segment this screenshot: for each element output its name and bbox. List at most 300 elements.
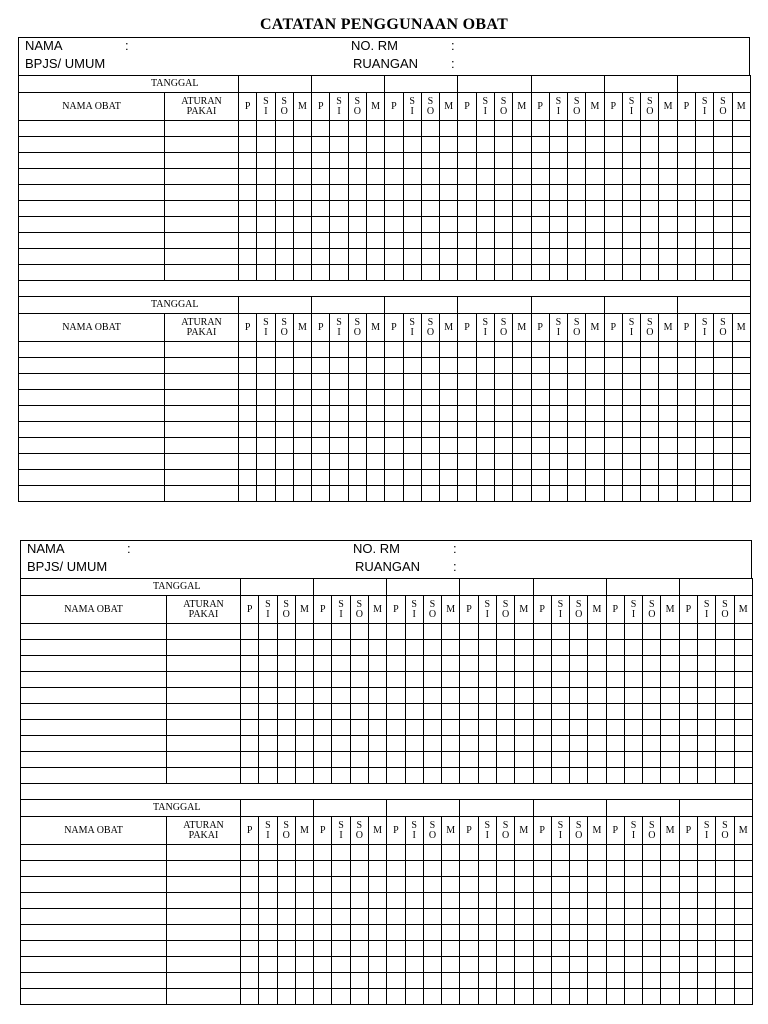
slot-check-cell[interactable] [440,486,458,502]
nama-obat-cell[interactable] [19,265,165,281]
slot-check-cell[interactable] [696,153,714,169]
slot-check-cell[interactable] [588,640,606,656]
slot-check-cell[interactable] [423,752,441,768]
slot-check-cell[interactable] [568,358,586,374]
slot-check-cell[interactable] [423,656,441,672]
slot-check-cell[interactable] [606,768,624,784]
slot-check-cell[interactable] [295,989,313,1005]
slot-check-cell[interactable] [661,909,679,925]
slot-check-cell[interactable] [387,909,405,925]
slot-check-cell[interactable] [275,342,293,358]
slot-check-cell[interactable] [604,390,622,406]
slot-check-cell[interactable] [513,374,531,390]
slot-check-cell[interactable] [696,169,714,185]
slot-check-cell[interactable] [698,893,716,909]
slot-check-cell[interactable] [275,137,293,153]
slot-check-cell[interactable] [350,672,368,688]
slot-check-cell[interactable] [661,877,679,893]
slot-check-cell[interactable] [551,704,569,720]
nama-obat-cell[interactable] [21,768,167,784]
slot-check-cell[interactable] [641,358,659,374]
nama-obat-cell[interactable] [21,845,167,861]
slot-check-cell[interactable] [570,768,588,784]
slot-check-cell[interactable] [423,704,441,720]
slot-check-cell[interactable] [403,438,421,454]
slot-check-cell[interactable] [332,957,350,973]
nama-obat-cell[interactable] [21,909,167,925]
aturan-pakai-cell[interactable] [165,470,239,486]
slot-check-cell[interactable] [604,486,622,502]
nama-obat-cell[interactable] [19,201,165,217]
slot-check-cell[interactable] [405,752,423,768]
slot-check-cell[interactable] [714,121,732,137]
slot-check-cell[interactable] [696,137,714,153]
slot-check-cell[interactable] [677,185,695,201]
slot-check-cell[interactable] [622,470,640,486]
tanggal-date-cell[interactable] [241,579,314,596]
slot-check-cell[interactable] [257,486,275,502]
slot-check-cell[interactable] [259,720,277,736]
aturan-pakai-cell[interactable] [167,989,241,1005]
slot-check-cell[interactable] [458,185,476,201]
slot-check-cell[interactable] [293,486,311,502]
slot-check-cell[interactable] [330,265,348,281]
slot-check-cell[interactable] [295,941,313,957]
slot-check-cell[interactable] [350,704,368,720]
slot-check-cell[interactable] [551,941,569,957]
slot-check-cell[interactable] [643,861,661,877]
slot-check-cell[interactable] [368,624,386,640]
slot-check-cell[interactable] [732,265,750,281]
nama-obat-cell[interactable] [19,249,165,265]
tanggal-date-cell[interactable] [241,800,314,817]
slot-check-cell[interactable] [421,217,439,233]
slot-check-cell[interactable] [478,688,496,704]
slot-check-cell[interactable] [458,249,476,265]
slot-check-cell[interactable] [385,265,403,281]
nama-obat-cell[interactable] [19,390,165,406]
slot-check-cell[interactable] [641,137,659,153]
slot-check-cell[interactable] [570,973,588,989]
slot-check-cell[interactable] [368,752,386,768]
slot-check-cell[interactable] [421,470,439,486]
slot-check-cell[interactable] [277,925,295,941]
slot-check-cell[interactable] [515,624,533,640]
slot-check-cell[interactable] [314,941,332,957]
slot-check-cell[interactable] [606,893,624,909]
slot-check-cell[interactable] [549,374,567,390]
slot-check-cell[interactable] [241,925,259,941]
slot-check-cell[interactable] [348,265,366,281]
tanggal-date-cell[interactable] [458,76,531,93]
slot-check-cell[interactable] [387,957,405,973]
slot-check-cell[interactable] [549,185,567,201]
slot-check-cell[interactable] [698,736,716,752]
slot-check-cell[interactable] [624,925,642,941]
slot-check-cell[interactable] [275,201,293,217]
slot-check-cell[interactable] [533,672,551,688]
slot-check-cell[interactable] [312,438,330,454]
slot-check-cell[interactable] [698,624,716,640]
slot-check-cell[interactable] [241,973,259,989]
slot-check-cell[interactable] [496,672,514,688]
slot-check-cell[interactable] [330,438,348,454]
slot-check-cell[interactable] [714,217,732,233]
slot-check-cell[interactable] [732,486,750,502]
slot-check-cell[interactable] [696,406,714,422]
slot-check-cell[interactable] [659,169,677,185]
slot-check-cell[interactable] [533,989,551,1005]
slot-check-cell[interactable] [295,672,313,688]
slot-check-cell[interactable] [385,201,403,217]
slot-check-cell[interactable] [405,877,423,893]
slot-check-cell[interactable] [314,877,332,893]
aturan-pakai-cell[interactable] [165,454,239,470]
slot-check-cell[interactable] [458,169,476,185]
slot-check-cell[interactable] [588,893,606,909]
slot-check-cell[interactable] [330,422,348,438]
slot-check-cell[interactable] [440,265,458,281]
slot-check-cell[interactable] [494,233,512,249]
slot-check-cell[interactable] [385,217,403,233]
slot-check-cell[interactable] [241,861,259,877]
aturan-pakai-cell[interactable] [165,265,239,281]
slot-check-cell[interactable] [513,201,531,217]
slot-check-cell[interactable] [515,861,533,877]
slot-check-cell[interactable] [698,688,716,704]
slot-check-cell[interactable] [314,925,332,941]
slot-check-cell[interactable] [661,893,679,909]
slot-check-cell[interactable] [622,249,640,265]
slot-check-cell[interactable] [277,768,295,784]
aturan-pakai-cell[interactable] [167,877,241,893]
slot-check-cell[interactable] [366,153,384,169]
slot-check-cell[interactable] [641,454,659,470]
slot-check-cell[interactable] [476,137,494,153]
slot-check-cell[interactable] [624,973,642,989]
slot-check-cell[interactable] [458,217,476,233]
slot-check-cell[interactable] [494,422,512,438]
slot-check-cell[interactable] [259,893,277,909]
slot-check-cell[interactable] [549,169,567,185]
slot-check-cell[interactable] [643,989,661,1005]
slot-check-cell[interactable] [696,390,714,406]
slot-check-cell[interactable] [513,438,531,454]
slot-check-cell[interactable] [330,201,348,217]
slot-check-cell[interactable] [332,736,350,752]
slot-check-cell[interactable] [312,470,330,486]
slot-check-cell[interactable] [440,342,458,358]
slot-check-cell[interactable] [531,201,549,217]
slot-check-cell[interactable] [679,941,697,957]
slot-check-cell[interactable] [494,454,512,470]
aturan-pakai-cell[interactable] [167,736,241,752]
slot-check-cell[interactable] [698,720,716,736]
slot-check-cell[interactable] [239,358,257,374]
aturan-pakai-cell[interactable] [165,153,239,169]
slot-check-cell[interactable] [531,390,549,406]
slot-check-cell[interactable] [494,249,512,265]
slot-check-cell[interactable] [385,169,403,185]
slot-check-cell[interactable] [714,233,732,249]
slot-check-cell[interactable] [460,941,478,957]
slot-check-cell[interactable] [549,454,567,470]
slot-check-cell[interactable] [515,925,533,941]
slot-check-cell[interactable] [696,121,714,137]
slot-check-cell[interactable] [531,153,549,169]
slot-check-cell[interactable] [604,358,622,374]
slot-check-cell[interactable] [698,768,716,784]
slot-check-cell[interactable] [423,640,441,656]
slot-check-cell[interactable] [549,358,567,374]
slot-check-cell[interactable] [293,470,311,486]
slot-check-cell[interactable] [421,454,439,470]
slot-check-cell[interactable] [458,153,476,169]
slot-check-cell[interactable] [643,941,661,957]
slot-check-cell[interactable] [385,358,403,374]
slot-check-cell[interactable] [732,249,750,265]
slot-check-cell[interactable] [275,358,293,374]
slot-check-cell[interactable] [661,973,679,989]
slot-check-cell[interactable] [387,752,405,768]
slot-check-cell[interactable] [350,973,368,989]
slot-check-cell[interactable] [659,185,677,201]
slot-check-cell[interactable] [385,390,403,406]
slot-check-cell[interactable] [440,374,458,390]
tanggal-date-cell[interactable] [679,800,752,817]
slot-check-cell[interactable] [624,877,642,893]
slot-check-cell[interactable] [624,640,642,656]
slot-check-cell[interactable] [259,736,277,752]
slot-check-cell[interactable] [604,169,622,185]
slot-check-cell[interactable] [239,201,257,217]
slot-check-cell[interactable] [295,861,313,877]
slot-check-cell[interactable] [421,265,439,281]
slot-check-cell[interactable] [696,342,714,358]
slot-check-cell[interactable] [570,672,588,688]
slot-check-cell[interactable] [732,185,750,201]
slot-check-cell[interactable] [403,265,421,281]
slot-check-cell[interactable] [366,169,384,185]
slot-check-cell[interactable] [421,374,439,390]
slot-check-cell[interactable] [478,941,496,957]
aturan-pakai-cell[interactable] [165,201,239,217]
slot-check-cell[interactable] [330,233,348,249]
slot-check-cell[interactable] [293,358,311,374]
slot-check-cell[interactable] [442,861,460,877]
slot-check-cell[interactable] [312,137,330,153]
slot-check-cell[interactable] [277,688,295,704]
slot-check-cell[interactable] [368,704,386,720]
slot-check-cell[interactable] [570,893,588,909]
slot-check-cell[interactable] [659,358,677,374]
slot-check-cell[interactable] [515,989,533,1005]
slot-check-cell[interactable] [570,752,588,768]
tanggal-date-cell[interactable] [606,579,679,596]
slot-check-cell[interactable] [348,454,366,470]
slot-check-cell[interactable] [293,137,311,153]
slot-check-cell[interactable] [698,957,716,973]
slot-check-cell[interactable] [421,438,439,454]
slot-check-cell[interactable] [568,470,586,486]
slot-check-cell[interactable] [405,845,423,861]
slot-check-cell[interactable] [588,941,606,957]
slot-check-cell[interactable] [332,861,350,877]
slot-check-cell[interactable] [476,121,494,137]
slot-check-cell[interactable] [405,736,423,752]
slot-check-cell[interactable] [494,185,512,201]
slot-check-cell[interactable] [403,470,421,486]
slot-check-cell[interactable] [622,217,640,233]
slot-check-cell[interactable] [348,406,366,422]
slot-check-cell[interactable] [460,672,478,688]
slot-check-cell[interactable] [624,989,642,1005]
slot-check-cell[interactable] [661,640,679,656]
slot-check-cell[interactable] [586,153,604,169]
slot-check-cell[interactable] [314,672,332,688]
slot-check-cell[interactable] [677,358,695,374]
slot-check-cell[interactable] [332,768,350,784]
slot-check-cell[interactable] [478,989,496,1005]
slot-check-cell[interactable] [734,736,752,752]
slot-check-cell[interactable] [368,941,386,957]
slot-check-cell[interactable] [257,249,275,265]
slot-check-cell[interactable] [368,845,386,861]
slot-check-cell[interactable] [515,720,533,736]
nama-obat-cell[interactable] [19,137,165,153]
slot-check-cell[interactable] [643,640,661,656]
slot-check-cell[interactable] [732,454,750,470]
aturan-pakai-cell[interactable] [167,640,241,656]
slot-check-cell[interactable] [460,861,478,877]
slot-check-cell[interactable] [295,973,313,989]
slot-check-cell[interactable] [531,358,549,374]
slot-check-cell[interactable] [312,169,330,185]
slot-check-cell[interactable] [366,438,384,454]
slot-check-cell[interactable] [494,217,512,233]
slot-check-cell[interactable] [622,422,640,438]
slot-check-cell[interactable] [696,470,714,486]
slot-check-cell[interactable] [421,185,439,201]
slot-check-cell[interactable] [460,925,478,941]
slot-check-cell[interactable] [494,438,512,454]
slot-check-cell[interactable] [312,217,330,233]
slot-check-cell[interactable] [716,973,734,989]
slot-check-cell[interactable] [442,941,460,957]
nama-obat-cell[interactable] [19,422,165,438]
slot-check-cell[interactable] [551,624,569,640]
slot-check-cell[interactable] [314,704,332,720]
slot-check-cell[interactable] [606,845,624,861]
slot-check-cell[interactable] [661,941,679,957]
slot-check-cell[interactable] [368,672,386,688]
slot-check-cell[interactable] [405,720,423,736]
slot-check-cell[interactable] [716,941,734,957]
slot-check-cell[interactable] [366,486,384,502]
tanggal-date-cell[interactable] [460,800,533,817]
tanggal-date-cell[interactable] [312,297,385,314]
slot-check-cell[interactable] [478,640,496,656]
slot-check-cell[interactable] [259,957,277,973]
slot-check-cell[interactable] [295,909,313,925]
slot-check-cell[interactable] [239,390,257,406]
slot-check-cell[interactable] [622,265,640,281]
slot-check-cell[interactable] [350,941,368,957]
slot-check-cell[interactable] [588,624,606,640]
slot-check-cell[interactable] [732,121,750,137]
slot-check-cell[interactable] [531,342,549,358]
slot-check-cell[interactable] [679,704,697,720]
slot-check-cell[interactable] [570,736,588,752]
slot-check-cell[interactable] [312,249,330,265]
slot-check-cell[interactable] [348,342,366,358]
slot-check-cell[interactable] [533,768,551,784]
slot-check-cell[interactable] [348,185,366,201]
slot-check-cell[interactable] [239,406,257,422]
slot-check-cell[interactable] [698,672,716,688]
slot-check-cell[interactable] [677,342,695,358]
slot-check-cell[interactable] [442,704,460,720]
slot-check-cell[interactable] [531,438,549,454]
slot-check-cell[interactable] [366,422,384,438]
slot-check-cell[interactable] [698,861,716,877]
slot-check-cell[interactable] [421,342,439,358]
slot-check-cell[interactable] [476,233,494,249]
slot-check-cell[interactable] [606,989,624,1005]
slot-check-cell[interactable] [330,137,348,153]
slot-check-cell[interactable] [314,845,332,861]
slot-check-cell[interactable] [622,390,640,406]
slot-check-cell[interactable] [460,688,478,704]
slot-check-cell[interactable] [423,957,441,973]
slot-check-cell[interactable] [314,736,332,752]
slot-check-cell[interactable] [332,704,350,720]
slot-check-cell[interactable] [606,752,624,768]
slot-check-cell[interactable] [387,925,405,941]
slot-check-cell[interactable] [368,909,386,925]
slot-check-cell[interactable] [714,265,732,281]
slot-check-cell[interactable] [458,470,476,486]
aturan-pakai-cell[interactable] [167,720,241,736]
slot-check-cell[interactable] [350,688,368,704]
slot-check-cell[interactable] [421,390,439,406]
slot-check-cell[interactable] [257,121,275,137]
aturan-pakai-cell[interactable] [165,217,239,233]
slot-check-cell[interactable] [679,640,697,656]
tanggal-date-cell[interactable] [385,76,458,93]
slot-check-cell[interactable] [368,736,386,752]
slot-check-cell[interactable] [622,342,640,358]
slot-check-cell[interactable] [659,470,677,486]
slot-check-cell[interactable] [277,893,295,909]
slot-check-cell[interactable] [531,422,549,438]
slot-check-cell[interactable] [696,358,714,374]
slot-check-cell[interactable] [312,121,330,137]
slot-check-cell[interactable] [257,137,275,153]
slot-check-cell[interactable] [423,973,441,989]
tanggal-date-cell[interactable] [677,76,750,93]
slot-check-cell[interactable] [275,438,293,454]
slot-check-cell[interactable] [641,438,659,454]
slot-check-cell[interactable] [716,720,734,736]
slot-check-cell[interactable] [549,438,567,454]
slot-check-cell[interactable] [421,233,439,249]
slot-check-cell[interactable] [423,736,441,752]
slot-check-cell[interactable] [515,736,533,752]
slot-check-cell[interactable] [366,137,384,153]
slot-check-cell[interactable] [568,153,586,169]
slot-check-cell[interactable] [734,672,752,688]
